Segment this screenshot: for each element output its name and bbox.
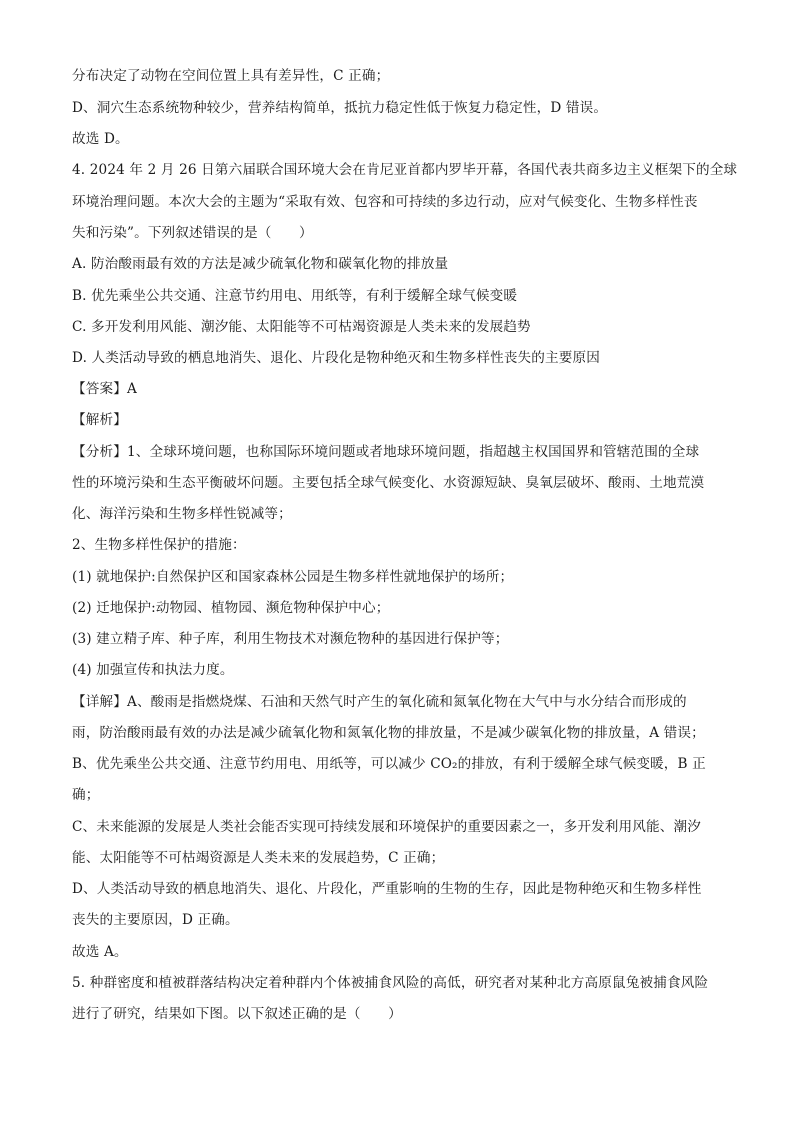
- analysis-text: 【分析】1、全球环境问题，也称国际环境问题或者地球环境问题，指超越主权国国界和管辖范围的全球: [72, 444, 700, 460]
- analysis-label: 【解析】: [72, 412, 127, 428]
- analysis-text: 性的环境污染和生态平衡破坏问题。主要包括全球气候变化、水资源短缺、臭氧层破坏、酸雨、土地荒漠: [72, 475, 705, 491]
- detail-text: 【详解】A、酸雨是指燃烧煤、石油和天然气时产生的氧化硫和氮氧化物在大气中与水分结合而形成的: [72, 694, 687, 710]
- detail-text: 丧失的主要原因，D 正确。: [72, 912, 239, 928]
- question-5-stem: 5. 种群密度和植被群落结构决定着种群内个体被捕食风险的高低，研究者对某种北方高原鼠兔被捕食风险: [72, 975, 709, 991]
- measure-item: (3) 建立精子库、种子库，利用生物技术对濒危物种的基因进行保护等；: [72, 631, 509, 647]
- text-line: D、洞穴生态系统物种较少，营养结构简单，抵抗力稳定性低于恢复力稳定性，D 错误。: [72, 100, 608, 116]
- analysis-text: 化、海洋污染和生物多样性锐减等；: [72, 506, 292, 522]
- option-d: D. 人类活动导致的栖息地消失、退化、片段化是物种绝灭和生物多样性丧失的主要原因: [72, 350, 601, 366]
- option-b: B. 优先乘坐公共交通、注意节约用电、用纸等，有利于缓解全球气候变暖: [72, 288, 518, 304]
- question-4-stem: 环境治理问题。本次大会的主题为“采取有效、包容和可持续的多边行动，应对气候变化、生物多样性丧: [72, 194, 698, 210]
- detail-text: B、优先乘坐公共交通、注意节约用电、用纸等，可以减少 CO₂的排放，有利于缓解全球气候变暖，B 正: [72, 756, 706, 772]
- detail-text: 雨，防治酸雨最有效的办法是减少硫氧化物和氮氧化物的排放量，不是减少碳氧化物的排放量，A 错误；: [72, 725, 705, 741]
- detail-text: 确；: [72, 787, 100, 803]
- answer-label: 【答案】A: [72, 381, 137, 397]
- question-4-stem: 失和污染”。下列叙述错误的是（ ）: [72, 225, 313, 241]
- analysis-text: 2、生物多样性保护的措施：: [72, 537, 246, 553]
- detail-text: 能、太阳能等不可枯竭资源是人类未来的发展趋势，C 正确；: [72, 850, 445, 866]
- text-line: 分布决定了动物在空间位置上具有差异性，C 正确；: [72, 68, 390, 84]
- detail-text: C、未来能源的发展是人类社会能否实现可持续发展和环境保护的重要因素之一，多开发利用风能、潮汐: [72, 819, 702, 835]
- conclusion-text: 故选 A。: [72, 944, 128, 960]
- text-line: 故选 D。: [72, 131, 129, 147]
- option-a: A. 防治酸雨最有效的方法是减少硫氧化物和碳氧化物的排放量: [72, 256, 449, 272]
- measure-item: (2) 迁地保护:动物园、植物园、濒危物种保护中心；: [72, 600, 390, 616]
- measure-item: (1) 就地保护:自然保护区和国家森林公园是生物多样性就地保护的场所；: [72, 569, 514, 585]
- detail-text: D、人类活动导致的栖息地消失、退化、片段化，严重影响的生物的生存，因此是物种绝灭和生物多样性: [72, 881, 702, 897]
- question-4-stem: 4. 2024 年 2 月 26 日第六届联合国环境大会在肯尼亚首都内罗毕开幕，各国代表共商多边主义框架下的全球: [72, 162, 738, 178]
- option-c: C. 多开发利用风能、潮汐能、太阳能等不可枯竭资源是人类未来的发展趋势: [72, 319, 531, 335]
- measure-item: (4) 加强宣传和执法力度。: [72, 662, 234, 678]
- question-5-stem: 进行了研究，结果如下图。以下叙述正确的是（ ）: [72, 1006, 402, 1022]
